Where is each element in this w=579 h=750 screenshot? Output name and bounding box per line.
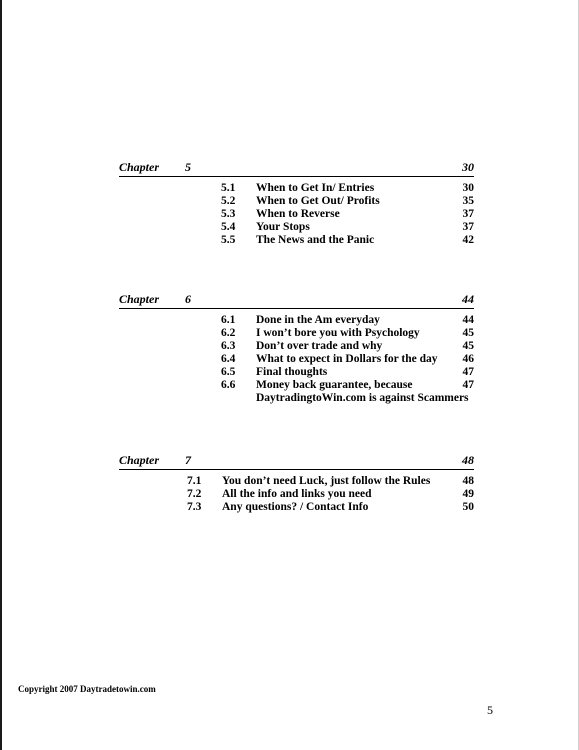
entry-title: Don’t over trade and why xyxy=(256,340,383,352)
entry-number: 5.5 xyxy=(221,234,236,246)
entry-title: Your Stops xyxy=(256,221,310,233)
chapter-label: Chapter xyxy=(119,292,160,306)
toc-entry[interactable] xyxy=(119,221,474,234)
toc-entry[interactable] xyxy=(119,475,474,488)
entry-page: 37 xyxy=(462,208,474,220)
entry-page: 37 xyxy=(462,221,474,233)
toc-entry[interactable] xyxy=(119,327,474,340)
entry-number: 6.2 xyxy=(221,327,236,339)
entry-page: 47 xyxy=(462,366,474,378)
toc-entry[interactable] xyxy=(119,501,474,514)
entry-title: I won’t bore you with Psychology xyxy=(256,327,420,339)
entry-number: 6.1 xyxy=(221,314,236,326)
toc-entry[interactable] xyxy=(119,195,474,208)
chapter-5-section xyxy=(119,160,474,246)
entry-title: You don’t need Luck, just follow the Rules xyxy=(222,475,431,487)
entry-title: Money back guarantee, because xyxy=(256,379,413,391)
chapter-page: 48 xyxy=(462,453,474,467)
toc-entry[interactable] xyxy=(119,488,474,501)
entry-number: 6.4 xyxy=(221,353,236,365)
toc-entry[interactable] xyxy=(119,314,474,327)
toc-entry[interactable] xyxy=(119,379,474,392)
chapter-6-section xyxy=(119,292,474,404)
entry-page: 45 xyxy=(462,327,474,339)
chapter-page: 44 xyxy=(462,292,474,306)
entry-number: 6.6 xyxy=(221,379,236,391)
toc-entry[interactable] xyxy=(119,353,474,366)
entry-page: 35 xyxy=(462,195,474,207)
chapter-heading xyxy=(119,160,474,177)
entry-page: 50 xyxy=(462,501,474,513)
entry-number: 5.1 xyxy=(221,182,236,194)
chapter-number: 5 xyxy=(185,160,191,174)
entry-number: 5.2 xyxy=(221,195,236,207)
chapter-number: 7 xyxy=(185,453,191,467)
entry-page: 45 xyxy=(462,340,474,352)
entry-title: Final thoughts xyxy=(256,366,328,378)
entry-title: When to Reverse xyxy=(256,208,340,220)
entry-page: 42 xyxy=(462,234,474,246)
toc-entry[interactable] xyxy=(119,340,474,353)
chapter-heading xyxy=(119,453,474,470)
entry-title: Done in the Am everyday xyxy=(256,314,380,326)
entry-number: 6.5 xyxy=(221,366,236,378)
copyright-notice: Copyright 2007 Daytradetowin.com xyxy=(18,684,156,694)
chapter-7-section xyxy=(119,453,474,513)
chapter-page: 30 xyxy=(462,160,474,174)
toc-entry[interactable] xyxy=(119,208,474,221)
entry-title: What to expect in Dollars for the day xyxy=(256,353,438,365)
entry-title: Any questions? / Contact Info xyxy=(222,501,369,513)
toc-entry[interactable] xyxy=(119,182,474,195)
entry-number: 7.1 xyxy=(187,475,202,487)
toc-entry[interactable] xyxy=(119,366,474,379)
page-edge xyxy=(0,0,2,750)
toc-entry-continuation[interactable] xyxy=(119,392,474,405)
entry-page: 46 xyxy=(462,353,474,365)
toc-entries xyxy=(119,182,474,247)
entry-page: 47 xyxy=(462,379,474,391)
entry-title: When to Get Out/ Profits xyxy=(256,195,380,207)
chapter-label: Chapter xyxy=(119,160,160,174)
entry-number: 7.2 xyxy=(187,488,202,500)
entry-number: 5.4 xyxy=(221,221,236,233)
entry-page: 49 xyxy=(462,488,474,500)
toc-entry[interactable] xyxy=(119,234,474,247)
entry-page: 30 xyxy=(462,182,474,194)
entry-title: The News and the Panic xyxy=(256,234,375,246)
toc-entries xyxy=(119,475,474,514)
chapter-label: Chapter xyxy=(119,453,160,467)
chapter-heading xyxy=(119,292,474,309)
entry-number: 6.3 xyxy=(221,340,236,352)
entry-number: 7.3 xyxy=(187,501,202,513)
page-number: 5 xyxy=(487,703,493,717)
entry-title: When to Get In/ Entries xyxy=(256,182,375,194)
entry-number: 5.3 xyxy=(221,208,236,220)
entry-title-continuation: DaytradingtoWin.com is against Scammers xyxy=(256,392,469,404)
toc-entries xyxy=(119,314,474,405)
entry-page: 48 xyxy=(462,475,474,487)
entry-page: 44 xyxy=(462,314,474,326)
chapter-number: 6 xyxy=(185,292,191,306)
entry-title: All the info and links you need xyxy=(222,488,372,500)
